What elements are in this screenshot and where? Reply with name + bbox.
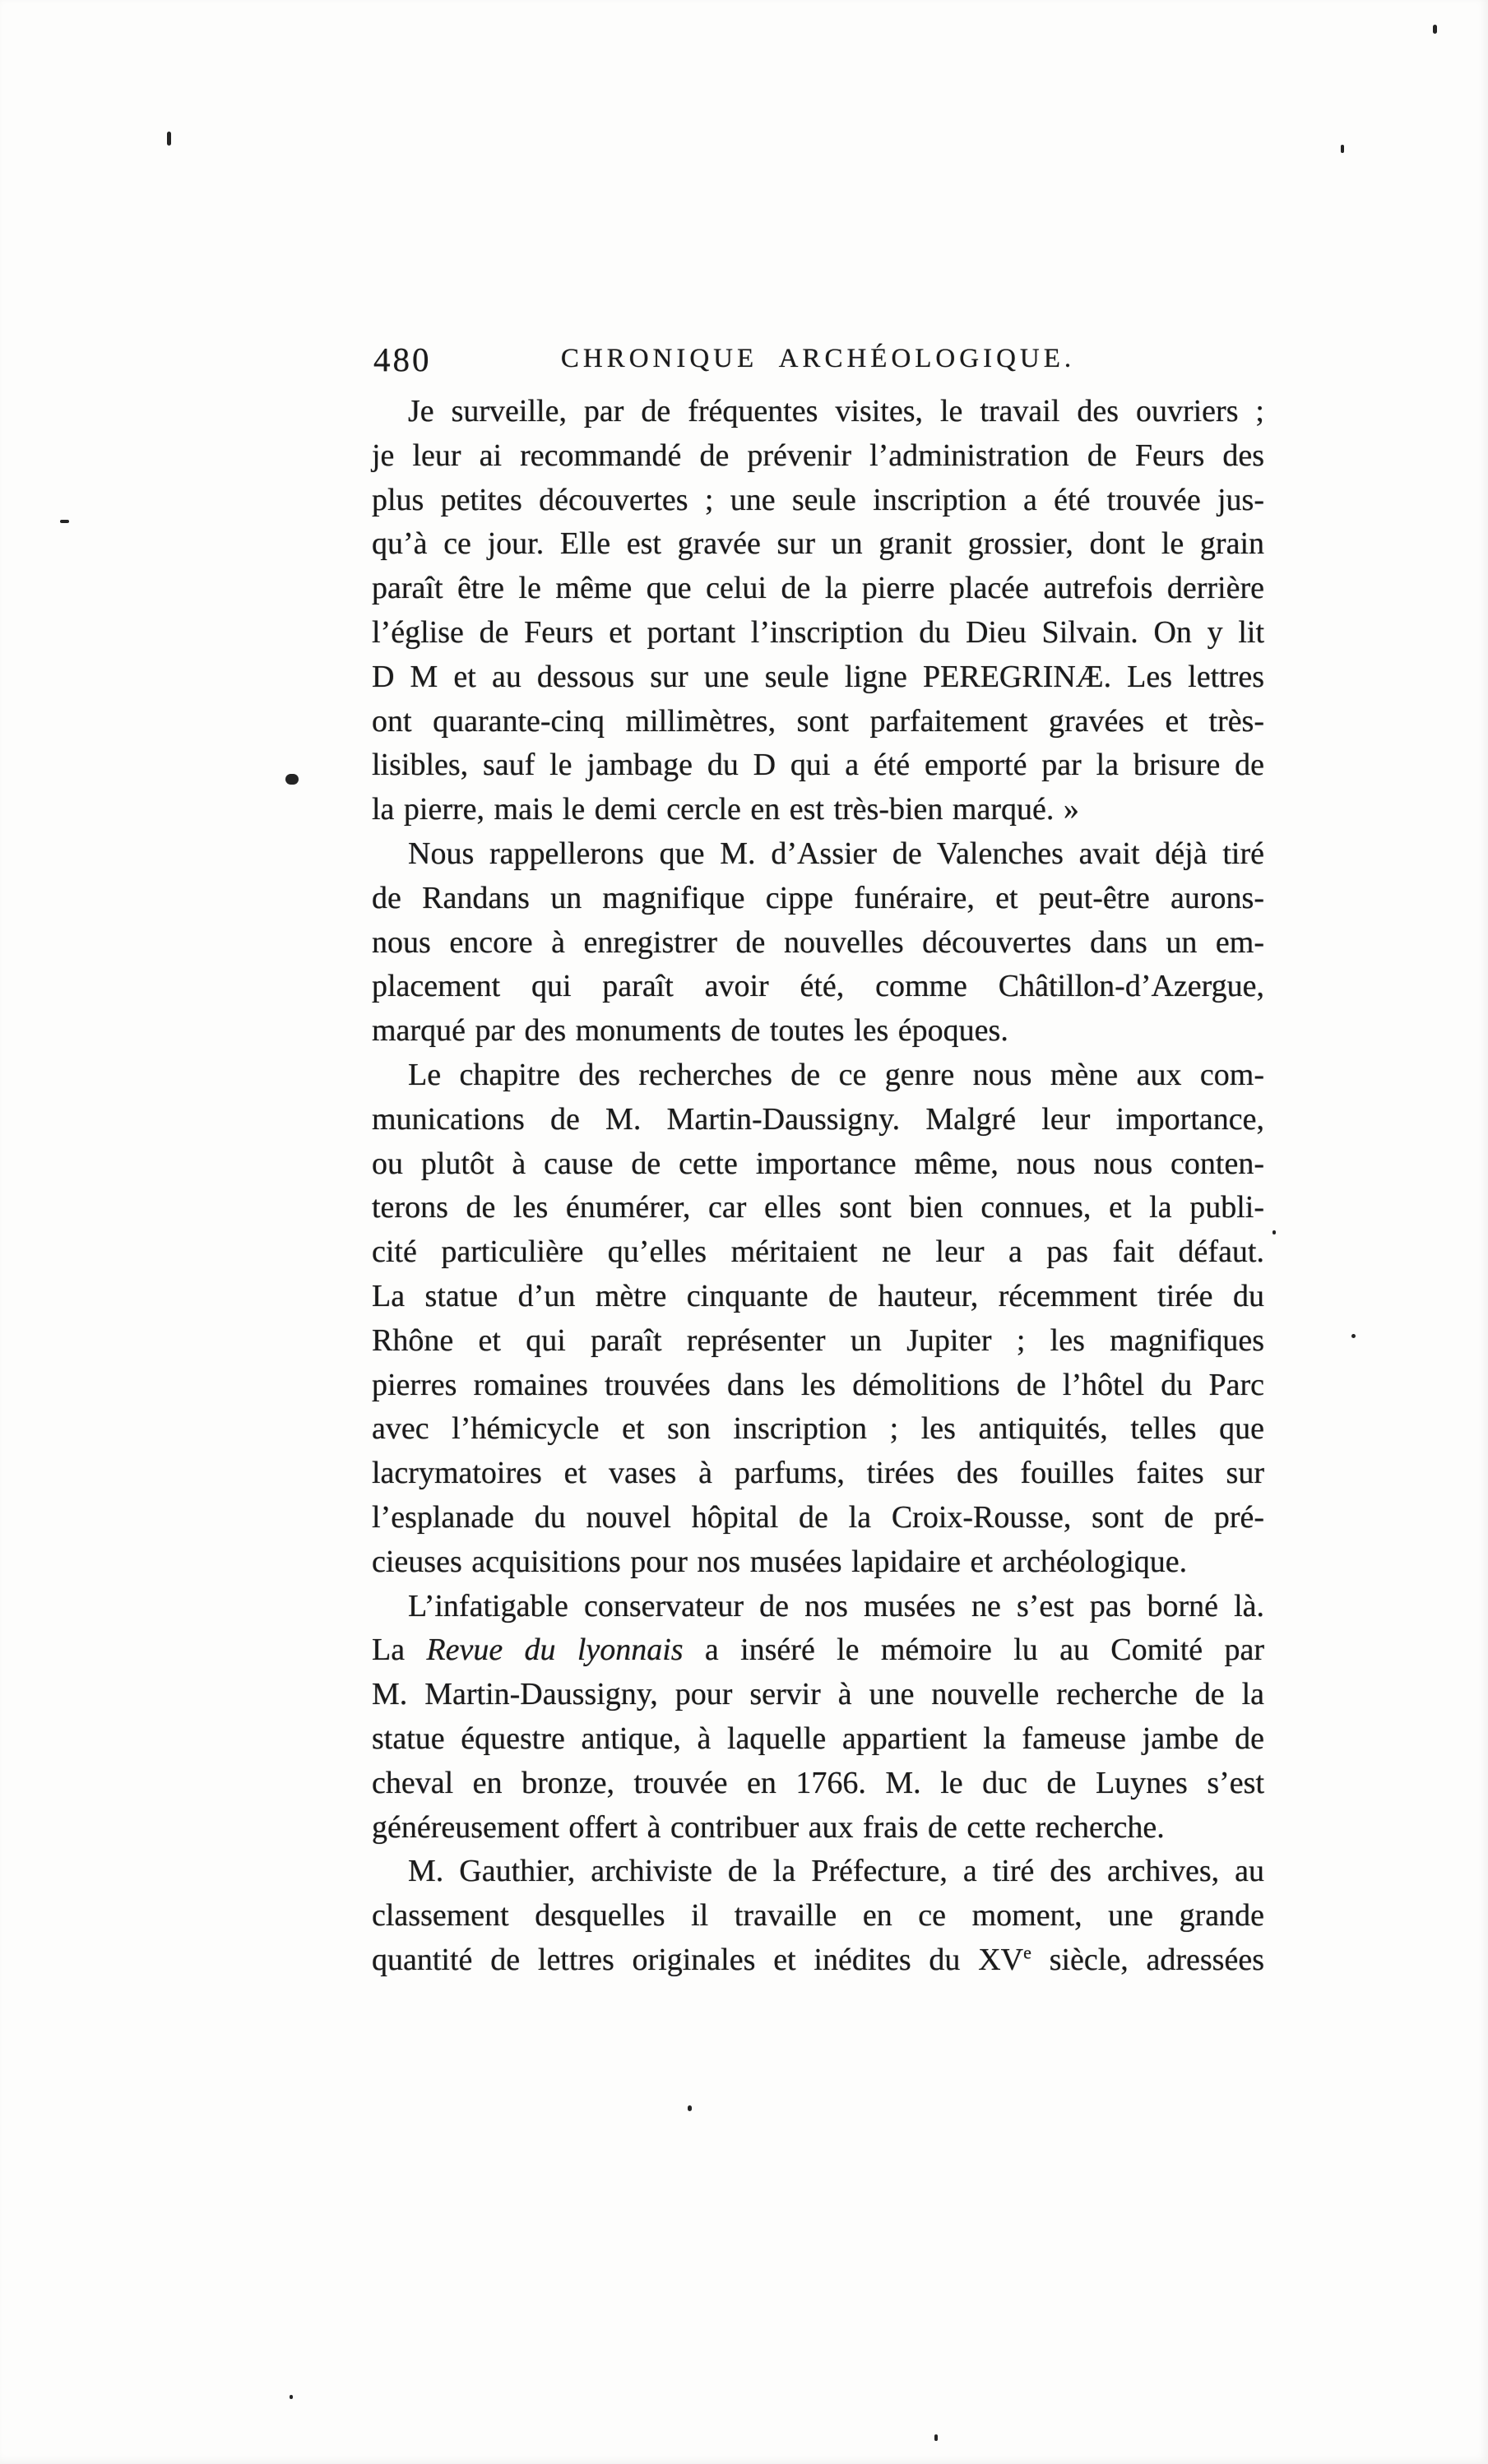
scan-speck [167, 132, 171, 146]
paragraph [372, 1054, 1264, 1585]
text-segment: marqué par des monuments de toutes les époques. [372, 1013, 1008, 1049]
text-line [372, 743, 1264, 788]
text-segment: nous encore à enregistrer de nouvelles découvertes dans un em- [372, 924, 1264, 960]
text-segment: Nous rappellerons que M. d’Assier de Valenches avait déjà tiré [408, 836, 1264, 871]
text-segment: La statue d’un mètre cinquante de hauteur, récemment tirée du [372, 1278, 1264, 1313]
text-line [372, 390, 1264, 434]
scan-speck [1433, 25, 1437, 34]
text-segment: classement desquelles il travaille en ce moment, une grande [372, 1898, 1264, 1934]
paragraph [372, 1850, 1264, 1982]
text-line [372, 1009, 1264, 1054]
text-line [372, 1364, 1264, 1408]
text-segment: statue équestre antique, à laquelle appartient la fameuse jambe de [372, 1721, 1264, 1756]
text-line [372, 1938, 1264, 1983]
text-segment: placement qui paraît avoir été, comme Châtillon-d’Azergue, [372, 969, 1264, 1004]
text-segment: M. Gauthier, archiviste de la Préfecture, a tiré des archives, au [408, 1854, 1264, 1889]
text-line [372, 1230, 1264, 1275]
running-title: CHRONIQUE ARCHÉOLOGIQUE. [560, 344, 1076, 373]
text-segment: cieuses acquisitions pour nos musées lapidaire et archéologique. [372, 1544, 1188, 1579]
text-line [372, 1142, 1264, 1187]
text-line [372, 1762, 1264, 1806]
text-segment: ont quarante-cinq millimètres, sont parfaitement gravées et très- [372, 703, 1264, 739]
text-line [372, 1452, 1264, 1496]
scan-speck [688, 2105, 692, 2111]
text-line [372, 1098, 1264, 1142]
text-segment: je leur ai recommandé de prévenir l’administration de Feurs des [372, 438, 1264, 473]
text-line [372, 1319, 1264, 1364]
text-segment: avec l’hémicycle et son inscription ; les antiquités, telles que [372, 1411, 1264, 1447]
scan-speck [285, 774, 299, 785]
text-segment: quantité de lettres originales et inédites du XV [372, 1942, 1024, 1977]
text-segment: munications de M. Martin-Daussigny. Malgré leur importance, [372, 1101, 1264, 1137]
paragraph [372, 832, 1264, 1054]
text-segment: a inséré le mémoire lu au Comité par [683, 1633, 1264, 1668]
text-line [372, 1407, 1264, 1452]
text-segment: la pierre, mais le demi cercle en est très-bien marqué. » [372, 792, 1079, 827]
text-line [372, 1717, 1264, 1762]
text-line [372, 1850, 1264, 1894]
text-segment: pierres romaines trouvées dans les démolitions de l’hôtel du Parc [372, 1367, 1264, 1402]
text-segment: M. Martin-Daussigny, pour servir à une nouvelle recherche de la [372, 1677, 1264, 1712]
scan-speck [60, 520, 69, 523]
text-segment: L’infatigable conservateur de nos musées ne s’est pas borné là. [408, 1588, 1264, 1623]
italic-text: Revue du lyonnais [426, 1633, 684, 1668]
text-segment: l’église de Feurs et portant l’inscription du Dieu Silvain. On y lit [372, 614, 1264, 650]
text-line [372, 700, 1264, 744]
text-segment: Je surveille, par de fréquentes visites, le travail des ouvriers ; [408, 394, 1264, 428]
text-segment: qu’à ce jour. Elle est gravée sur un granit grossier, dont le grain [372, 526, 1264, 562]
text-line [372, 788, 1264, 832]
paragraph [372, 390, 1264, 832]
text-segment: de Randans un magnifique cippe funéraire, et peut-être aurons- [372, 880, 1264, 915]
text-segment: Rhône et qui paraît représenter un Jupiter ; les magnifiques [372, 1322, 1264, 1358]
text-line [372, 1628, 1264, 1673]
text-line [372, 567, 1264, 611]
body-text-block [372, 390, 1264, 1983]
text-segment: cheval en bronze, trouvée en 1766. M. le duc de Luynes s’est [372, 1765, 1264, 1800]
text-line [372, 1585, 1264, 1629]
scan-speck [934, 2434, 938, 2441]
text-segment: D M et au dessous sur une seule ligne PEREGRINÆ. Les lettres [372, 659, 1264, 694]
text-line [372, 611, 1264, 655]
text-line [372, 434, 1264, 479]
text-line [372, 1275, 1264, 1319]
text-segment: lisibles, sauf le jambage du D qui a été emporté par la brisure de [372, 748, 1264, 783]
scan-speck [1341, 145, 1344, 153]
text-segment: terons de les énumérer, car elles sont bien connues, et la publi- [372, 1190, 1264, 1225]
text-line [372, 877, 1264, 921]
text-segment: cité particulière qu’elles méritaient ne leur a pas fait défaut. [372, 1234, 1264, 1270]
text-line [372, 1673, 1264, 1717]
text-line [372, 479, 1264, 523]
scan-speck [1351, 1334, 1356, 1338]
paragraph [372, 1585, 1264, 1850]
text-segment: généreusement offert à contribuer aux frais de cette recherche. [372, 1809, 1165, 1845]
scan-speck [1272, 1230, 1276, 1234]
text-line [372, 1894, 1264, 1938]
superscript-text: e [1023, 1942, 1031, 1963]
text-line [372, 655, 1264, 700]
text-segment: l’esplanade du nouvel hôpital de la Croix-Rousse, sont de pré- [372, 1499, 1264, 1535]
text-line [372, 921, 1264, 966]
scan-speck [290, 2395, 293, 2399]
text-line [372, 1186, 1264, 1230]
text-segment: paraît être le même que celui de la pierre placée autrefois derrière [372, 571, 1264, 606]
text-line [372, 1496, 1264, 1540]
text-segment: La [372, 1633, 427, 1668]
text-line [372, 1806, 1264, 1850]
text-line [372, 832, 1264, 877]
page-number: 480 [373, 340, 432, 378]
text-line [372, 522, 1264, 567]
text-segment: plus petites découvertes ; une seule inscription a été trouvée jus- [372, 482, 1264, 517]
text-segment: lacrymatoires et vases à parfums, tirées des fouilles faites sur [372, 1456, 1264, 1491]
text-segment: ou plutôt à cause de cette importance même, nous nous conten- [372, 1146, 1264, 1181]
text-line [372, 1540, 1264, 1585]
text-line [372, 1054, 1264, 1098]
page-header [372, 337, 1264, 380]
text-segment: siècle, adressées [1031, 1942, 1264, 1977]
text-segment: Le chapitre des recherches de ce genre nous mène aux com- [408, 1057, 1264, 1092]
text-line [372, 965, 1264, 1009]
